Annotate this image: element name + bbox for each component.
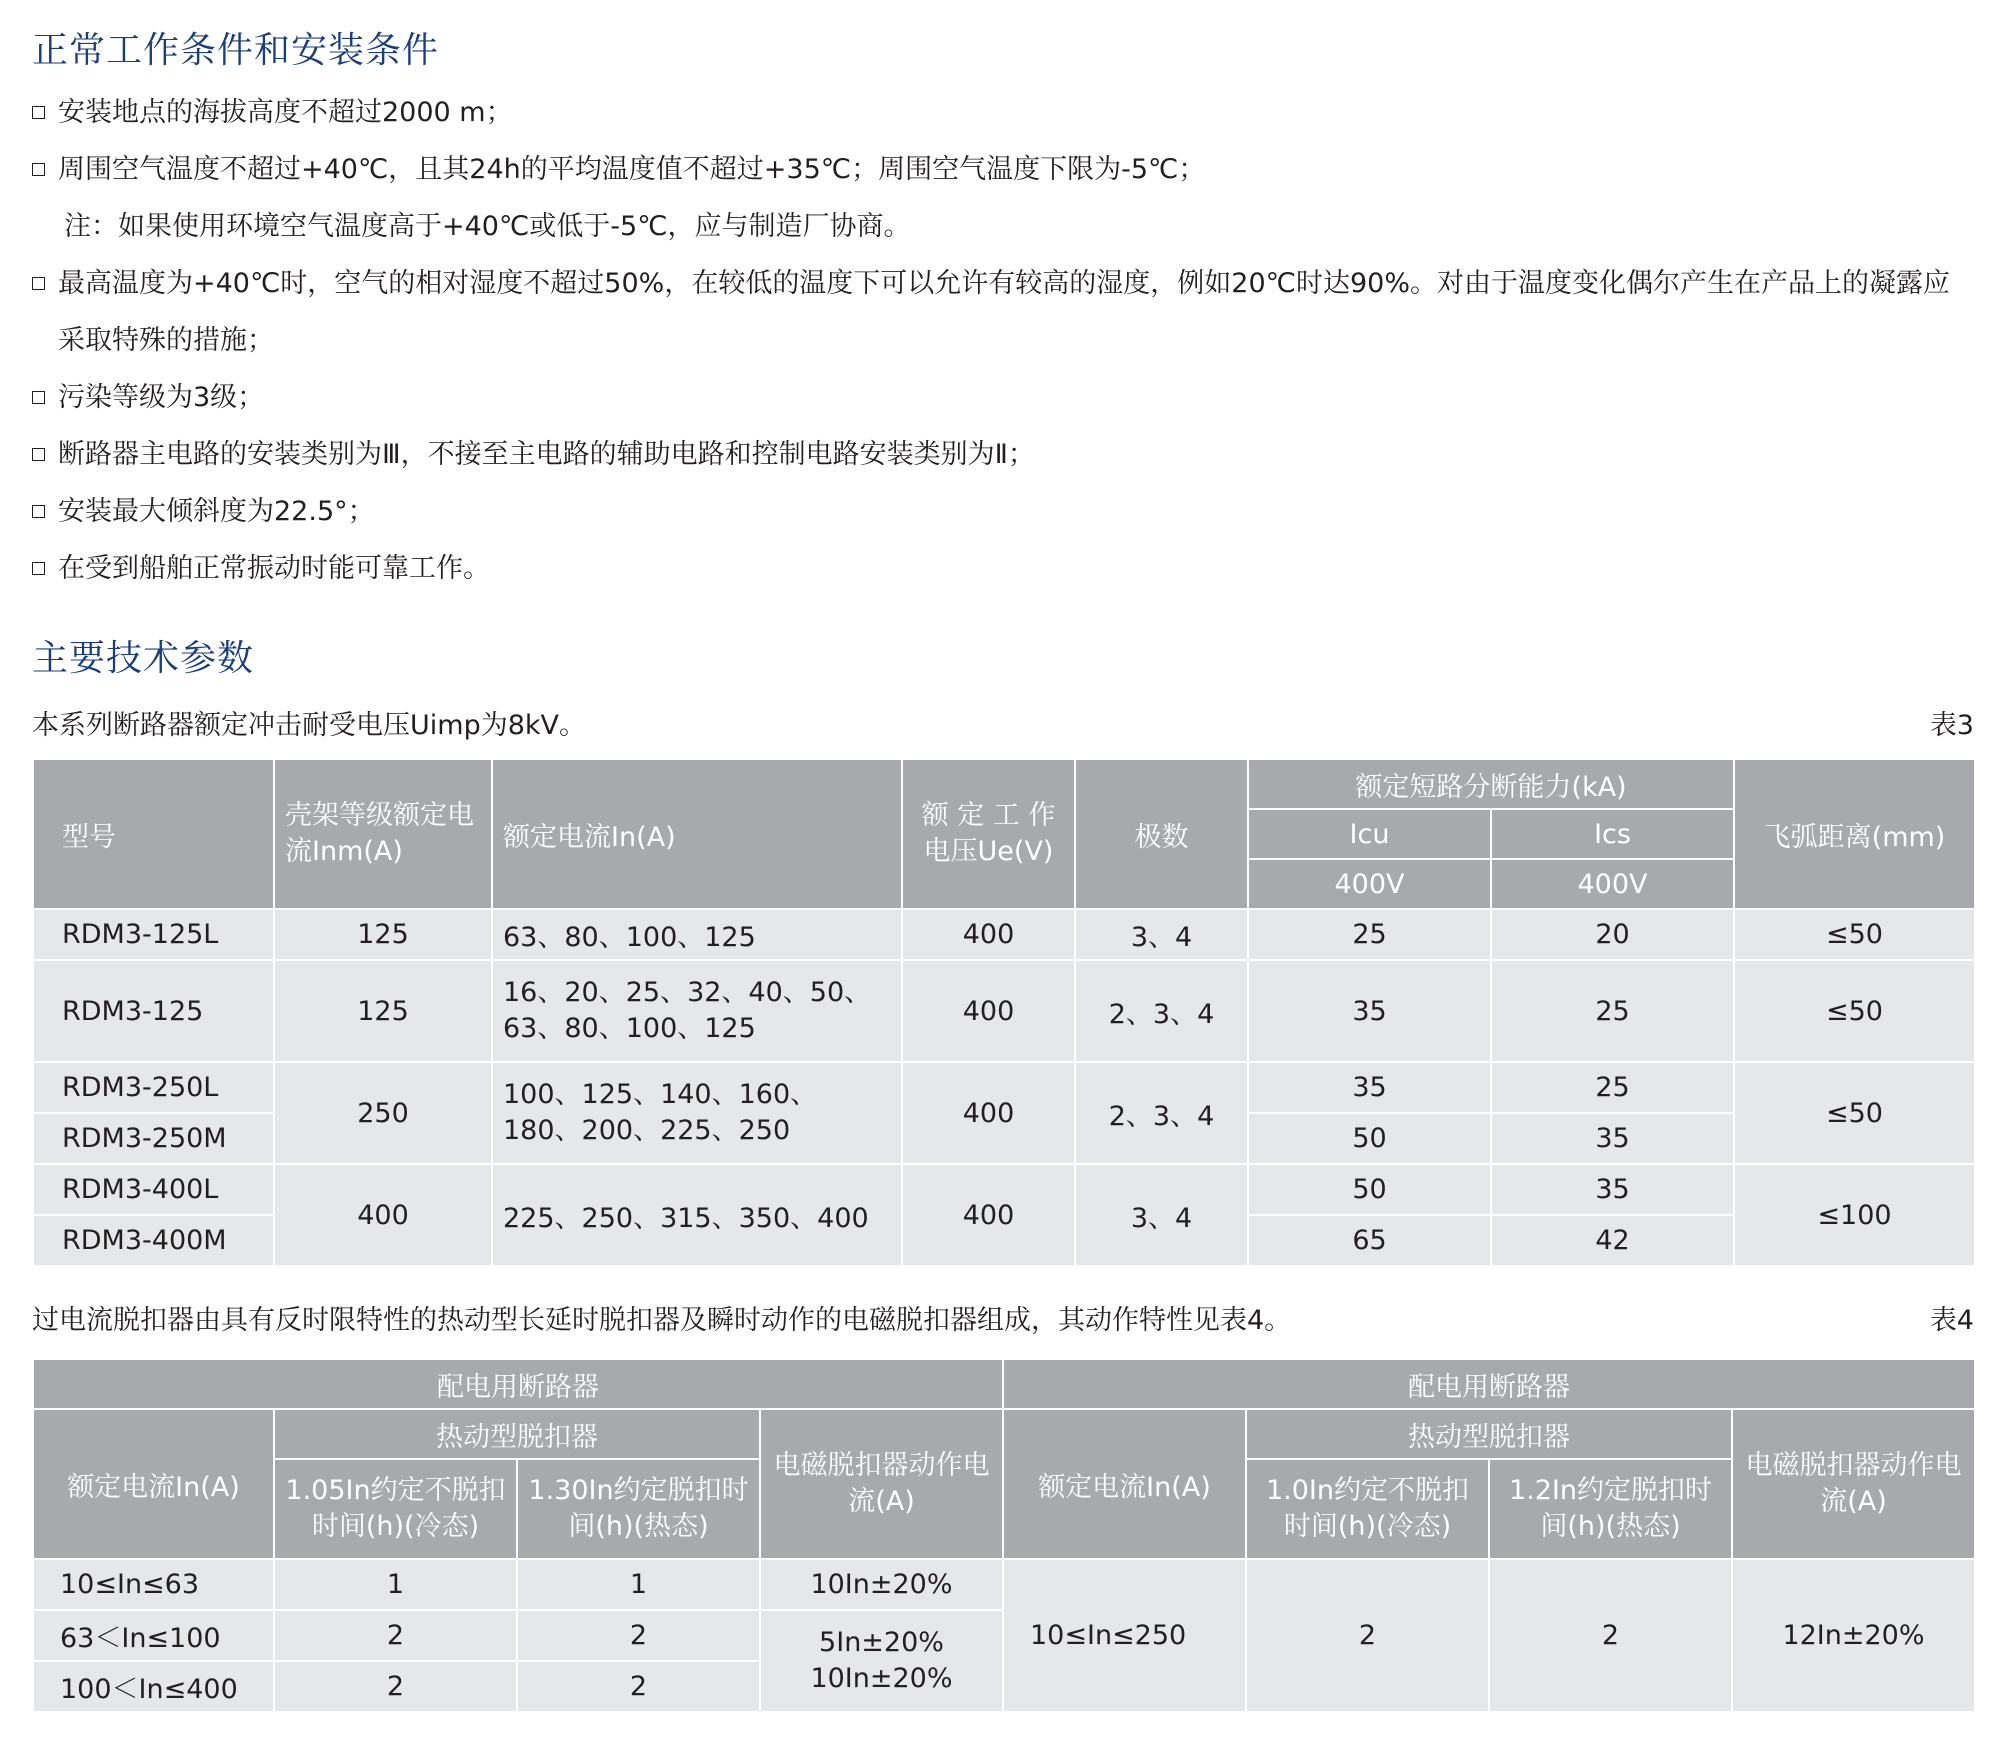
magnetic-value: 5In±20% (819, 1627, 944, 1658)
list-item (32, 369, 1974, 426)
cell-frame: 250 (274, 1062, 492, 1164)
table-row (33, 909, 1975, 960)
cell-voltage: 400 (902, 1164, 1075, 1266)
spec-table-4 (32, 1358, 1976, 1713)
cell-frame: 125 (274, 960, 492, 1062)
header-arc-distance: 飞弧距离(mm) (1734, 759, 1975, 909)
header-ics-voltage: 400V (1491, 859, 1734, 909)
cell-model: RDM3-250M (33, 1113, 274, 1164)
table-row (33, 1062, 1975, 1113)
header-group-a: 配电用断路器 (33, 1359, 1003, 1409)
header-group-b: 配电用断路器 (1003, 1359, 1975, 1409)
cell-poles: 2、3、4 (1075, 960, 1248, 1062)
header-frame-current: 壳架等级额定电流Inm(A) (274, 759, 492, 909)
cell-icu: 35 (1248, 960, 1491, 1062)
list-item (32, 540, 1974, 597)
checkbox-icon (32, 277, 45, 290)
cell-magnetic-right: 12In±20% (1732, 1559, 1975, 1712)
table3-caption (32, 708, 1974, 744)
header-thermal-a: 热动型脱扣器 (274, 1409, 760, 1459)
cell-icu: 35 (1248, 1062, 1491, 1113)
cell-voltage: 400 (902, 960, 1075, 1062)
cell-arc: ≤50 (1734, 960, 1975, 1062)
cell-ics: 25 (1491, 960, 1734, 1062)
cell-trip: 2 (517, 1610, 760, 1661)
checkbox-icon (32, 448, 45, 461)
list-item-text: 安装最大倾斜度为22.5°； (58, 496, 375, 527)
caption-text: 过电流脱扣器由具有反时限特性的热动型长延时脱扣器及瞬时动作的电磁脱扣器组成，其动作特性见表4。 (32, 1305, 1292, 1336)
table-row (33, 1559, 1975, 1610)
cell-ics: 20 (1491, 909, 1734, 960)
cell-magnetic (760, 1610, 1003, 1712)
header-model: 型号 (33, 759, 274, 909)
cell-range: 100＜In≤400 (33, 1661, 274, 1712)
list-item (32, 84, 1974, 141)
cell-current: 63、80、100、125 (492, 909, 902, 960)
cell-range-right: 10≤In≤250 (1003, 1559, 1246, 1712)
note-item (32, 198, 1974, 255)
table4-caption (32, 1303, 1974, 1339)
header-rated-current-b: 额定电流In(A) (1003, 1409, 1246, 1559)
cell-range: 63＜In≤100 (33, 1610, 274, 1661)
list-item (32, 483, 1974, 540)
header-ics: Ics (1491, 809, 1734, 859)
cell-model: RDM3-125L (33, 909, 274, 960)
table-row (33, 1164, 1975, 1215)
cell-frame: 400 (274, 1164, 492, 1266)
header-rated-voltage: 额 定 工 作 电压Ue(V) (902, 759, 1075, 909)
header-poles: 极数 (1075, 759, 1248, 909)
cell-frame: 125 (274, 909, 492, 960)
cell-voltage: 400 (902, 1062, 1075, 1164)
conditions-list (32, 84, 1974, 597)
header-nontrip-a: 1.05In约定不脱扣时间(h)(冷态) (274, 1459, 517, 1559)
cell-current: 100、125、140、160、180、200、225、250 (492, 1062, 902, 1164)
checkbox-icon (32, 106, 45, 119)
cell-model: RDM3-400M (33, 1215, 274, 1266)
cell-model: RDM3-250L (33, 1062, 274, 1113)
checkbox-icon (32, 391, 45, 404)
spec-table-3 (32, 758, 1976, 1267)
cell-nontrip: 2 (274, 1661, 517, 1712)
header-rated-current: 额定电流In(A) (492, 759, 902, 909)
cell-nontrip-right: 2 (1246, 1559, 1489, 1712)
section-title-parameters: 主要技术参数 (32, 638, 255, 679)
header-magnetic-b: 电磁脱扣器动作电流(A) (1732, 1409, 1975, 1559)
checkbox-icon (32, 163, 45, 176)
cell-arc: ≤50 (1734, 909, 1975, 960)
list-item-text: 在受到船舶正常振动时能可靠工作。 (58, 553, 490, 584)
cell-model: RDM3-125 (33, 960, 274, 1062)
cell-trip: 2 (517, 1661, 760, 1712)
table-label: 表3 (1929, 710, 1974, 741)
header-rated-current-a: 额定电流In(A) (33, 1409, 274, 1559)
list-item (32, 141, 1974, 198)
checkbox-icon (32, 505, 45, 518)
list-item-text: 污染等级为3级； (58, 382, 265, 413)
cell-voltage: 400 (902, 909, 1075, 960)
header-trip-a: 1.30In约定脱扣时间(h)(热态) (517, 1459, 760, 1559)
cell-nontrip: 1 (274, 1559, 517, 1610)
list-item (32, 255, 1974, 369)
cell-model: RDM3-400L (33, 1164, 274, 1215)
cell-current: 225、250、315、350、400 (492, 1164, 902, 1266)
header-breaking-capacity: 额定短路分断能力(kA) (1248, 759, 1734, 809)
cell-ics: 35 (1491, 1113, 1734, 1164)
caption-text: 本系列断路器额定冲击耐受电压Uimp为8kV。 (32, 710, 586, 741)
magnetic-value: 10In±20% (810, 1663, 953, 1694)
header-icu-voltage: 400V (1248, 859, 1491, 909)
list-item-text: 安装地点的海拔高度不超过2000 m； (58, 97, 513, 128)
cell-trip-right: 2 (1489, 1559, 1732, 1712)
cell-ics: 35 (1491, 1164, 1734, 1215)
list-item-text: 周围空气温度不超过+40℃，且其24h的平均温度值不超过+35℃；周围空气温度下限为-5℃； (58, 154, 1206, 185)
cell-poles: 3、4 (1075, 909, 1248, 960)
list-item-text: 最高温度为+40℃时，空气的相对湿度不超过50%，在较低的温度下可以允许有较高的湿度，例如20℃时达90%。对由于温度变化偶尔产生在产品上的凝露应采取特殊的措施； (58, 268, 1951, 356)
list-item (32, 426, 1974, 483)
cell-icu: 50 (1248, 1164, 1491, 1215)
header-icu: Icu (1248, 809, 1491, 859)
cell-trip: 1 (517, 1559, 760, 1610)
header-nontrip-b: 1.0In约定不脱扣时间(h)(冷态) (1246, 1459, 1489, 1559)
note-text: 注：如果使用环境空气温度高于+40℃或低于-5℃，应与制造厂协商。 (64, 211, 911, 242)
cell-icu: 50 (1248, 1113, 1491, 1164)
cell-icu: 25 (1248, 909, 1491, 960)
section-title-conditions: 正常工作条件和安装条件 (32, 30, 440, 71)
cell-nontrip: 2 (274, 1610, 517, 1661)
cell-current: 16、20、25、32、40、50、63、80、100、125 (492, 960, 902, 1062)
list-item-text: 断路器主电路的安装类别为Ⅲ，不接至主电路的辅助电路和控制电路安装类别为Ⅱ； (58, 439, 1035, 470)
table-row (33, 960, 1975, 1062)
cell-ics: 25 (1491, 1062, 1734, 1113)
cell-poles: 3、4 (1075, 1164, 1248, 1266)
cell-range: 10≤In≤63 (33, 1559, 274, 1610)
header-trip-b: 1.2In约定脱扣时间(h)(热态) (1489, 1459, 1732, 1559)
cell-magnetic: 10In±20% (760, 1559, 1003, 1610)
header-thermal-b: 热动型脱扣器 (1246, 1409, 1732, 1459)
cell-arc: ≤50 (1734, 1062, 1975, 1164)
table-label: 表4 (1929, 1305, 1974, 1336)
cell-ics: 42 (1491, 1215, 1734, 1266)
cell-poles: 2、3、4 (1075, 1062, 1248, 1164)
checkbox-icon (32, 562, 45, 575)
cell-icu: 65 (1248, 1215, 1491, 1266)
cell-arc: ≤100 (1734, 1164, 1975, 1266)
header-magnetic-a: 电磁脱扣器动作电流(A) (760, 1409, 1003, 1559)
